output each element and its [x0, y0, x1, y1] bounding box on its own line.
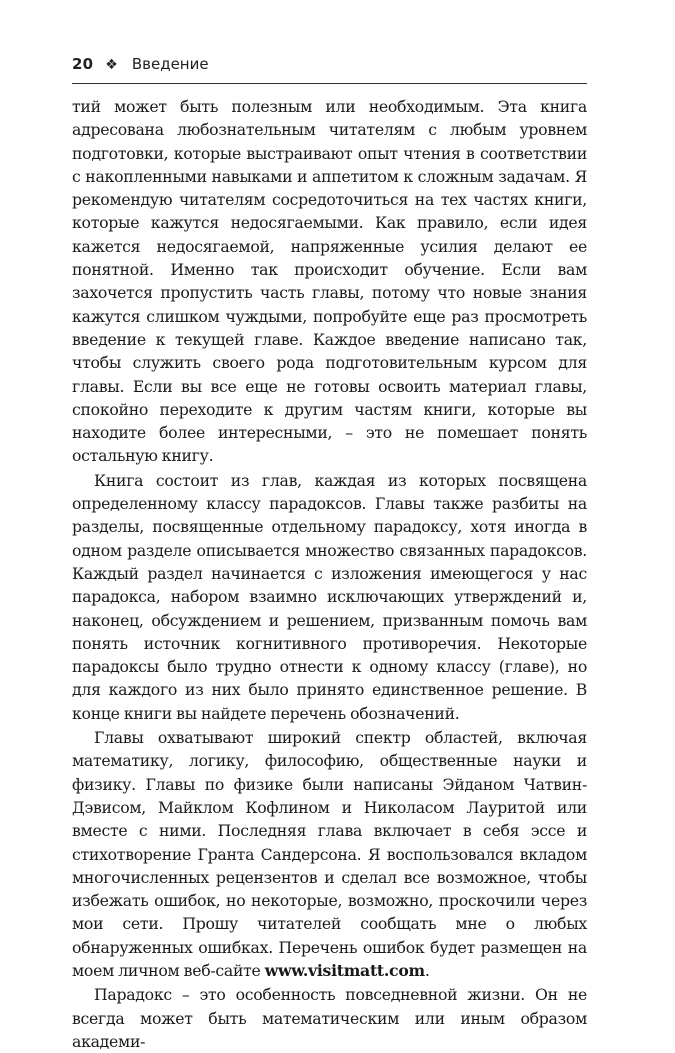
- header-rule: [72, 83, 587, 84]
- section-title: Введение: [131, 55, 209, 73]
- running-header: [72, 55, 587, 81]
- paragraph-chapters: [72, 726, 587, 982]
- paragraph-continuation: тий может быть полезным или необходимым. Эта книга адресована любознательным читателям с любым уровнем подготовки, которые выстраивают опыт чтения в соответствии с накопленными навыками и аппетитом к сложным задачам. Я рекомендую читателям сосредоточиться на тех частях книги, которые кажутся недосягаемыми. Как правило, если идея кажется недосягаемой, напряженные усилия делают ее понятной. Именно так происходит обучение. Если вам захочется пропустить часть главы, потому что новые знания кажутся слишком чуждыми, попробуйте еще раз просмотреть введение к текущей главе. Каждое введение написано так, чтобы служить своего рода подготовительным курсом для главы. Если вы все еще не готовы освоить материал главы, спокойно переходите к другим частям книги, которые вы находите более интересными, – это не помешает понять остальную книгу.: [72, 97, 587, 466]
- paragraph-paradox-intro: Парадокс – это особенность повседневной жизни. Он не всегда может быть математическим или иным образом академи-: [72, 985, 587, 1051]
- book-page: [72, 55, 587, 1053]
- website-link[interactable]: www.visitmatt.com: [264, 960, 425, 980]
- paragraph-book-structure: Книга состоит из глав, каждая из которых посвящена определенному классу парадоксов. Главы также разбиты на разделы, посвященные отдельному парадоксу, хотя иногда в одном разделе описывается множество связанных парадоксов. Каждый раздел начинается с изложения имеющегося у нас парадокса, набором взаимно исключающих утверждений и, наконец, обсуждением и решением, призванным помочь вам понять источник когнитивного противоречия. Некоторые парадоксы было трудно отнести к одному классу (главе), но для каждого из них было принято единственное решение. В конце книги вы найдете перечень обозначений.: [72, 470, 587, 723]
- page-number: 20: [72, 55, 94, 73]
- body-text: [72, 95, 587, 1053]
- paragraph-chapters-text: Главы охватывают широкий спектр областей, включая математику, логику, философию, общественные науки и физику. Главы по физике были написаны Эйданом Чатвин-Дэвисом, Майклом Кофлином и Николасом Лауритой или вместе с ними. Последняя глава включает в себя эссе и стихотворение Гранта Сандерсона. Я воспользовался вкладом многочисленных рецензентов и сделал все возможное, чтобы избежать ошибок, но некоторые, возможно, проскочили через мои сети. Прошу читателей сообщать мне о любых обнаруженных ошибках. Перечень ошибок будет размещен на моем личном веб-сайте: [72, 728, 587, 980]
- paragraph-chapters-end: .: [424, 960, 430, 980]
- ornament-icon: ❖: [105, 57, 118, 73]
